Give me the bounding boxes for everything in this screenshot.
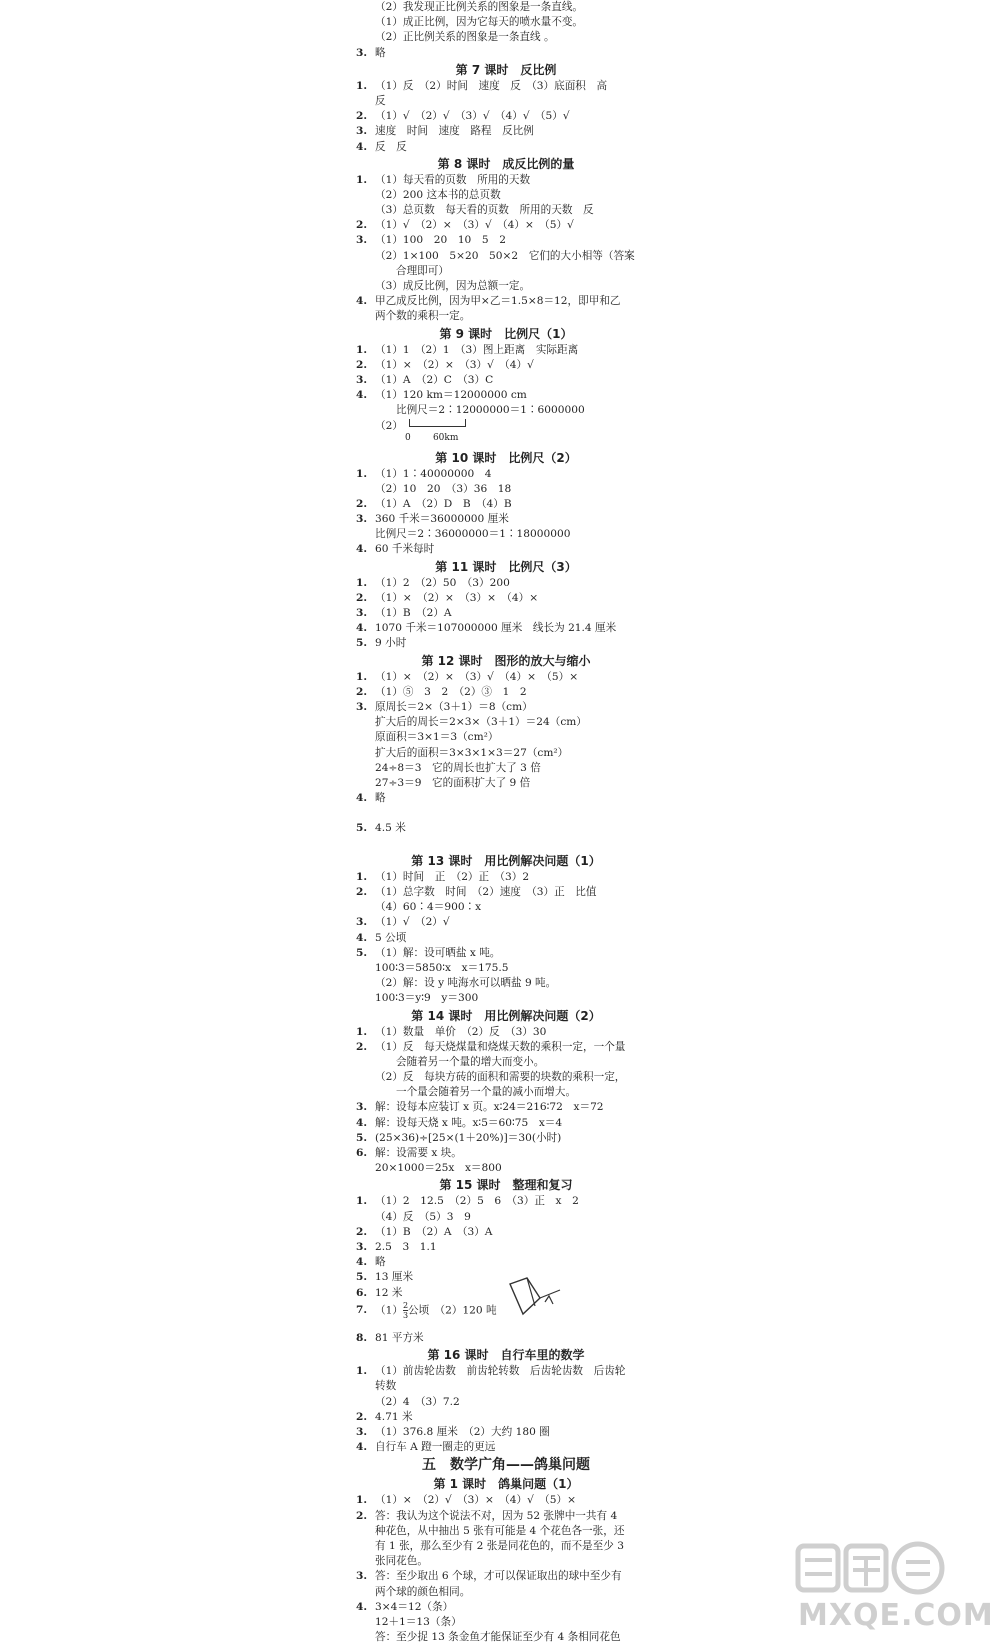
answer-line: [356, 188, 656, 203]
answer-line: [356, 203, 656, 218]
answer-line: [356, 1070, 656, 1085]
answer-line: [356, 591, 656, 606]
answer-line: [356, 1630, 656, 1645]
answer-line: [356, 279, 656, 294]
answer-text: （2）4 （3）7.2: [375, 1395, 460, 1408]
question-number: 4.: [356, 543, 368, 556]
question-number: 6.: [356, 1147, 368, 1159]
answer-line: [356, 373, 656, 388]
answer-line: [356, 218, 656, 233]
lesson-heading: 第 9 课时 比例尺（1）: [439, 326, 573, 341]
question-number: 1.: [356, 576, 368, 589]
question-number: 3.: [356, 513, 368, 526]
answer-text: 20×1000＝25x x＝800: [375, 1162, 502, 1175]
question-number: 2.: [356, 591, 368, 604]
answer-line: [356, 1240, 656, 1255]
watermark-logo: [790, 1540, 994, 1635]
answer-text: （2）正比例关系的图象是一条直线 。: [375, 31, 555, 44]
question-number: 4.: [356, 1441, 368, 1454]
question-number: 2.: [356, 219, 368, 232]
answer-line: [356, 124, 656, 139]
answer-text: （1）× （2）× （3）× （4）×: [375, 591, 539, 604]
answer-text: （2）解：设 y 吨海水可以晒盐 9 吨。: [375, 977, 557, 990]
lesson-heading: 第 7 课时 反比例: [455, 62, 557, 77]
answer-text: （1）× （2）× （3）√ （4）√: [375, 358, 534, 371]
answer-line: [356, 715, 656, 730]
question-number: 5.: [356, 822, 368, 835]
answer-line: [356, 79, 656, 94]
answer-block: [356, 156, 656, 325]
answer-line: [356, 294, 656, 309]
lesson-heading: 第 8 课时 成反比例的量: [437, 156, 575, 171]
watermark-text: MXQE.COM: [798, 1598, 994, 1633]
answer-line: [356, 512, 656, 527]
answer-text: （1）2 （2）50 （3）200: [375, 576, 510, 589]
answer-line: [356, 497, 656, 512]
answer-text: （1）总字数 时间 （2）速度 （3）正 比值: [375, 886, 597, 898]
answer-column: [356, 0, 656, 1645]
answer-line: [356, 1040, 656, 1055]
question-number: 2.: [356, 886, 368, 898]
answer-line: [356, 1116, 656, 1131]
answer-text: 速度 时间 速度 路程 反比例: [375, 125, 534, 138]
answer-line: [356, 0, 656, 15]
answer-text: （2）200 这本书的总页数: [375, 188, 501, 201]
question-number: 3.: [356, 46, 368, 59]
answer-line: [356, 249, 656, 264]
answer-block: [356, 326, 656, 419]
answer-text: （1）× （2）√ （3）× （4）√ （5）×: [375, 1494, 576, 1507]
question-number: 4.: [356, 931, 368, 944]
answer-text: 扩大后的面积＝3×3×1×3＝27（cm²）: [375, 746, 569, 759]
answer-text: 1070 千米＝107000000 厘米 线长为 21.4 厘米: [375, 622, 617, 635]
answer-block: [356, 853, 656, 1007]
answer-line: [356, 1146, 656, 1161]
answer-line: [356, 388, 656, 403]
answer-line: [356, 931, 656, 946]
answer-line: [356, 233, 656, 248]
answer-line: [356, 1194, 656, 1209]
question-number: 2.: [356, 1225, 368, 1238]
answer-text: 5 公顷: [375, 931, 407, 944]
answer-text: （2）: [375, 419, 403, 432]
answer-block: [356, 0, 656, 61]
question-number: 2.: [356, 358, 368, 371]
answer-line: [356, 1331, 656, 1346]
question-number: 3.: [356, 234, 368, 247]
question-number: 3.: [356, 916, 368, 929]
question-number: 4.: [356, 140, 368, 153]
answer-text: 一个量会随着另一个量的减小而增大。: [396, 1086, 577, 1099]
answer-line: [356, 1255, 656, 1270]
question-number: 2.: [356, 1040, 368, 1053]
answer-text: （1）√ （2）× （3）√ （4）× （5）√: [375, 219, 574, 232]
unit-heading: 五 数学广角——鸽巢问题: [422, 1457, 590, 1474]
answer-text: 原周长＝2×（3＋1）＝8（cm）: [375, 700, 533, 713]
answer-text: （1）B （2）A （3）A: [375, 1225, 493, 1238]
answer-line: [356, 1524, 656, 1539]
answer-block: [356, 1347, 656, 1455]
answer-text: 原面积＝3×1＝3（cm²）: [375, 731, 499, 744]
answer-text: 9 小时: [375, 637, 407, 650]
lesson-heading: 第 10 课时 比例尺（2）: [435, 450, 577, 465]
answer-line: [356, 1210, 656, 1225]
answer-block: [356, 450, 656, 558]
question-number: 4.: [356, 389, 368, 402]
answer-text: 两个数的乘积一定。: [375, 310, 471, 323]
question-number: 2.: [356, 497, 368, 510]
answer-text: 略: [375, 1256, 386, 1269]
answer-text: 自行车 A 蹬一圈走的更远: [375, 1441, 496, 1454]
answer-line: [356, 1100, 656, 1115]
answer-line: [356, 791, 656, 806]
answer-line: [356, 1509, 656, 1524]
answer-line: [356, 746, 656, 761]
question-number: 2.: [356, 685, 368, 698]
answer-line: [356, 15, 656, 30]
answer-text: 比例尺＝2∶12000000＝1∶6000000: [396, 404, 585, 417]
question-number: 4.: [356, 295, 368, 308]
answer-text: 答：至少捉 13 条金鱼才能保证至少有 4 条相同花色: [375, 1631, 621, 1644]
answer-line: [356, 976, 656, 991]
answer-text: 解：设每天烧 x 吨。x∶5＝60∶75 x＝4: [375, 1116, 563, 1129]
answer-text: (25×36)÷[25×(1＋20%)]＝30(小时): [375, 1131, 562, 1144]
answer-text: 4.5 米: [375, 822, 406, 835]
question-number: 3.: [356, 1426, 368, 1438]
answer-line: [356, 1615, 656, 1630]
answer-line: [356, 776, 656, 791]
question-number: 5.: [356, 946, 368, 959]
answer-line: [356, 961, 656, 976]
answer-text: （1）× （2）× （3）√ （4）× （5）×: [375, 670, 579, 683]
answer-block: [356, 1456, 656, 1645]
answer-text: （1）120 km＝12000000 cm: [375, 389, 527, 402]
answer-text: （1）A （2）D B （4）B: [375, 497, 512, 510]
answer-text: 两个球的颜色相同。: [375, 1585, 471, 1598]
question-number: 6.: [356, 1286, 368, 1299]
answer-text: （4）反 （5）3 9: [375, 1210, 471, 1223]
question-number: 1.: [356, 1195, 368, 1208]
question-number: 8.: [356, 1332, 368, 1345]
answer-text: 张同花色。: [375, 1555, 428, 1568]
question-number: 4.: [356, 1116, 368, 1129]
answer-text: 甲乙成反比例，因为甲×乙＝1.5×8＝12，即甲和乙: [375, 295, 621, 308]
answer-line: [356, 1440, 656, 1455]
question-number: 7.: [356, 1304, 368, 1317]
answer-text: 合理即可）: [396, 264, 449, 277]
answer-line: [356, 885, 656, 900]
answer-line: [356, 1600, 656, 1615]
answer-line: [356, 264, 656, 279]
question-number: 5.: [356, 1271, 368, 1284]
answer-text: （1）⑤ 3 2 （2）③ 1 2: [375, 685, 527, 698]
answer-line: [356, 403, 656, 418]
answer-text: 反 反: [375, 140, 407, 153]
answer-line: [356, 821, 656, 836]
answer-line: [356, 576, 656, 591]
answer-text: 2.5 3 1.1: [375, 1240, 437, 1253]
answer-line: [356, 140, 656, 155]
answer-line: [356, 309, 656, 324]
answer-text: 27÷3＝9 它的面积扩大了 9 倍: [375, 776, 531, 789]
question-number: 2.: [356, 1509, 368, 1522]
answer-text: （2）10 20 （3）36 18: [375, 482, 512, 495]
lesson-heading: 第 13 课时 用比例解决问题（1）: [411, 853, 601, 868]
answer-line: [356, 527, 656, 542]
answer-text: （1）100 20 10 5 2: [375, 234, 506, 247]
answer-text: 扩大后的周长＝2×3×（3＋1）＝24（cm）: [375, 716, 587, 729]
answer-text: （1）2 12.5 （2）5 6 （3）正 x 2: [375, 1195, 579, 1208]
answer-text: （1）√ （2）√: [375, 916, 450, 929]
answer-text: 略: [375, 46, 386, 59]
answer-text: （1）成正比例，因为它每天的喷水量不变。: [375, 16, 584, 29]
answer-line: [356, 1569, 656, 1584]
answer-text: 解：设需要 x 块。: [375, 1147, 462, 1159]
answer-line: [356, 1131, 656, 1146]
question-number: 4.: [356, 1600, 368, 1613]
question-number: 1.: [356, 467, 368, 480]
answer-text: 4.71 米: [375, 1410, 413, 1423]
question-number: 3.: [356, 700, 368, 713]
answer-text: （2）反 每块方砖的面积和需要的块数的乘积一定，: [375, 1071, 626, 1084]
answer-text: 81 平方米: [375, 1332, 424, 1345]
answer-text: （1）数量 单价 （2）反 （3）30: [375, 1025, 547, 1038]
answer-text: 种花色，从中抽出 5 张有可能是 4 个花色各一张，还: [375, 1524, 625, 1537]
answer-text: 答：至少取出 6 个球，才可以保证取出的球中至少有: [375, 1570, 622, 1583]
answer-text: 100∶3＝5850∶x x＝175.5: [375, 961, 509, 974]
answer-text: （1）时间 正 （2）正 （3）2: [375, 870, 530, 883]
answer-block: [356, 419, 656, 449]
answer-text: （1）1∶40000000 4: [375, 467, 492, 480]
question-number: 1.: [356, 670, 368, 683]
answer-text: （4）60∶4＝900∶x: [375, 901, 482, 914]
lesson-heading: 第 15 课时 整理和复习: [439, 1178, 573, 1193]
answer-line: [356, 1085, 656, 1100]
answer-line: [356, 109, 656, 124]
answer-line: [356, 1410, 656, 1425]
answer-text: 有 1 张，那么至少有 2 张是同花色的，而不是至少 3: [375, 1539, 624, 1552]
answer-line: [356, 1554, 656, 1569]
answer-block: [356, 559, 656, 652]
answer-text: （3）成反比例，因为总额一定。: [375, 280, 531, 292]
answer-text: 24÷8＝3 它的周长也扩大了 3 倍: [375, 761, 541, 774]
answer-line: [356, 700, 656, 715]
answer-text: 12 米: [375, 1286, 403, 1299]
answer-text: （1）前齿轮齿数 前齿轮转数 后齿轮齿数 后齿轮: [375, 1365, 626, 1378]
answer-line: [356, 542, 656, 557]
question-number: 1.: [356, 173, 368, 186]
question-number: 5.: [356, 637, 368, 650]
answer-text: 公顷 （2）120 吨: [408, 1304, 497, 1317]
answer-line: [356, 173, 656, 188]
question-number: 3.: [356, 1570, 368, 1583]
answer-line: [356, 1364, 656, 1379]
answer-line: [356, 806, 656, 821]
question-number: 4.: [356, 622, 368, 635]
answer-text: （1）反 每天烧煤量和烧煤天数的乘积一定，一个量: [375, 1040, 626, 1053]
answer-text: 100∶3＝y∶9 y＝300: [375, 992, 479, 1005]
answer-line: [356, 1425, 656, 1440]
question-number: 1.: [356, 1494, 368, 1507]
question-number: 1.: [356, 870, 368, 883]
answer-text: 略: [375, 792, 386, 805]
lesson-heading: 第 16 课时 自行车里的数学: [427, 1348, 585, 1363]
answer-text: 比例尺＝2∶36000000＝1∶18000000: [375, 528, 571, 541]
question-number: 2.: [356, 110, 368, 123]
answer-text: 12＋1＝13（条）: [375, 1615, 462, 1628]
answer-block: [356, 1008, 656, 1177]
answer-line: [356, 358, 656, 373]
lesson-heading: 第 11 课时 比例尺（3）: [435, 559, 577, 574]
answer-text: （1）反 （2）时间 速度 反 （3）底面积 高: [375, 79, 608, 92]
answer-line: [356, 991, 656, 1006]
answer-line: [356, 30, 656, 45]
question-number: 1.: [356, 343, 368, 356]
answer-text: （1）376.8 厘米 （2）大约 180 圈: [375, 1426, 550, 1438]
question-number: 4.: [356, 1256, 368, 1269]
answer-text: 解：设每本应装订 x 页。x∶24＝216∶72 x＝72: [375, 1101, 604, 1114]
answer-line: [356, 915, 656, 930]
answer-line: [356, 467, 656, 482]
answer-line: [356, 900, 656, 915]
answer-line: [356, 482, 656, 497]
question-number: 3.: [356, 125, 368, 138]
answer-line: [356, 606, 656, 621]
answer-block: [356, 653, 656, 852]
answer-line: [356, 761, 656, 776]
answer-line: [356, 837, 656, 852]
answer-line: [356, 1379, 656, 1394]
lesson-heading: 第 1 课时 鸽巢问题（1）: [433, 1477, 579, 1492]
fraction: $\frac{2}{3}$: [402, 1300, 409, 1320]
answer-text: 反: [375, 94, 386, 107]
question-number: 3.: [356, 373, 368, 386]
question-number: 1.: [356, 1025, 368, 1038]
answer-line: [356, 46, 656, 61]
answer-line: [356, 1395, 656, 1410]
lesson-heading: 第 14 课时 用比例解决问题（2）: [411, 1008, 601, 1023]
answer-text: 360 千米＝36000000 厘米: [375, 513, 509, 526]
answer-text: 13 厘米: [375, 1271, 414, 1284]
answer-line: [356, 1493, 656, 1508]
answer-line: [356, 1055, 656, 1070]
answer-line: [356, 730, 656, 745]
question-number: 5.: [356, 1131, 368, 1144]
answer-line: [356, 636, 656, 651]
answer-line: [356, 670, 656, 685]
question-number: 3.: [356, 1101, 368, 1114]
lesson-heading: 第 12 课时 图形的放大与缩小: [421, 653, 591, 668]
answer-text: 转数: [375, 1380, 397, 1393]
answer-text: （3）总页数 每天看的页数 所用的天数 反: [375, 204, 594, 217]
answer-text: （1）A （2）C （3）C: [375, 373, 494, 386]
answer-line: [356, 621, 656, 636]
answer-line: [356, 94, 656, 109]
answer-line: [356, 343, 656, 358]
answer-text: （1）每天看的页数 所用的天数: [375, 173, 531, 186]
question-number: 3.: [356, 1240, 368, 1253]
answer-line: [356, 946, 656, 961]
answer-line: [356, 1161, 656, 1176]
answer-text: （1）解：设可晒盐 x 吨。: [375, 946, 501, 959]
answer-line: [356, 1539, 656, 1554]
answer-text: （1）1 （2）1 （3）图上距离 实际距离: [375, 343, 579, 356]
answer-text: （2）我发现正比例关系的图象是一条直线。: [375, 1, 584, 13]
answer-line: [356, 870, 656, 885]
answer-text: （1）B （2）A: [375, 607, 452, 619]
answer-line: [356, 419, 656, 449]
question-number: 1.: [356, 79, 368, 92]
answer-line: [356, 1025, 656, 1040]
scale-bar: 0 60km: [403, 419, 483, 447]
answer-text: （1）√ （2）√ （3）√ （4）√ （5）√: [375, 110, 570, 123]
question-number: 2.: [356, 1410, 368, 1423]
answer-text: （2）1×100 5×20 50×2 它们的大小相等（答案: [375, 249, 635, 262]
question-number: 1.: [356, 1365, 368, 1378]
question-number: 3.: [356, 607, 368, 619]
answer-text: 60 千米每时: [375, 543, 435, 556]
answer-text: 3×4＝12（条）: [375, 1600, 454, 1613]
answer-line: [356, 1585, 656, 1600]
answer-line: [356, 685, 656, 700]
answer-text: （1）: [375, 1304, 403, 1317]
answer-text: 答：我认为这个说法不对，因为 52 张牌中一共有 4: [375, 1509, 618, 1522]
answer-text: 会随着另一个量的增大而变小。: [396, 1055, 545, 1068]
answer-block: [356, 62, 656, 155]
question-number: 4.: [356, 792, 368, 805]
answer-line: [356, 1225, 656, 1240]
handwritten-scribble: [505, 1276, 565, 1321]
